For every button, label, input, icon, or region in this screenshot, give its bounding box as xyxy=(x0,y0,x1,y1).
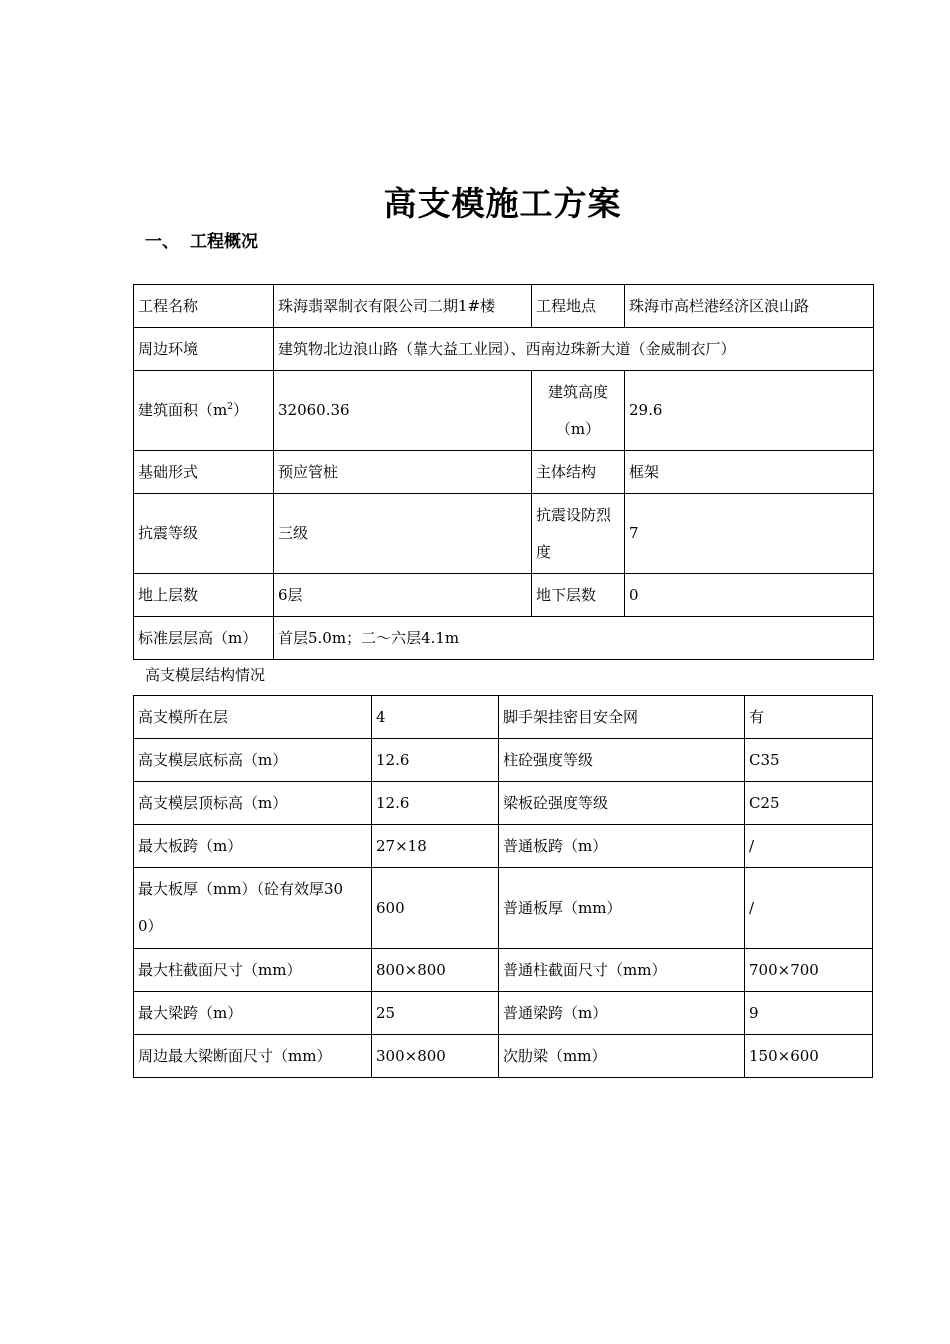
table-cell: 12.6 xyxy=(372,739,499,782)
cell-text: 抗震设防烈 xyxy=(536,505,612,524)
table-cell: 次肋梁（mm） xyxy=(499,1035,745,1078)
table-cell: 300×800 xyxy=(372,1035,499,1078)
document-title: 高支模施工方案 xyxy=(383,184,622,223)
table-cell xyxy=(134,371,274,451)
table-row xyxy=(134,494,874,574)
table-row xyxy=(134,992,873,1035)
cell-text: 建筑高度 xyxy=(547,382,608,401)
table-row xyxy=(134,1035,873,1078)
table-cell: 9 xyxy=(745,992,873,1035)
table-cell: 框架 xyxy=(625,451,874,494)
table-row xyxy=(134,696,873,739)
table-cell: 基础形式 xyxy=(134,451,274,494)
table-cell: 6层 xyxy=(274,574,532,617)
table-cell: 普通梁跨（m） xyxy=(499,992,745,1035)
table-row xyxy=(134,782,873,825)
table-cell: 柱砼强度等级 xyxy=(499,739,745,782)
table-row xyxy=(134,739,873,782)
table-row xyxy=(134,451,874,494)
table-cell: 4 xyxy=(372,696,499,739)
table-cell: 建筑物北边浪山路（靠大益工业园）、西南边珠新大道（金威制衣厂） xyxy=(274,328,874,371)
table-cell: 0 xyxy=(625,574,874,617)
table-cell: 800×800 xyxy=(372,949,499,992)
table-cell: 抗震等级 xyxy=(134,494,274,574)
table-cell: 普通柱截面尺寸（mm） xyxy=(499,949,745,992)
table-cell: 普通板跨（m） xyxy=(499,825,745,868)
formwork-structure-table xyxy=(133,695,873,1078)
table-cell: 脚手架挂密目安全网 xyxy=(499,696,745,739)
table-cell: C35 xyxy=(745,739,873,782)
section-heading xyxy=(145,227,258,252)
table-cell: C25 xyxy=(745,782,873,825)
table-cell: 12.6 xyxy=(372,782,499,825)
table-cell: 7 xyxy=(625,494,874,574)
table-cell: 工程名称 xyxy=(134,285,274,328)
table-row xyxy=(134,328,874,371)
table-cell: 工程地点 xyxy=(532,285,625,328)
table-cell: 地下层数 xyxy=(532,574,625,617)
table-cell: / xyxy=(745,868,873,949)
cell-text: （m） xyxy=(555,419,601,438)
table-cell: 周边环境 xyxy=(134,328,274,371)
table-cell: 标准层层高（m） xyxy=(134,617,274,660)
superscript: 2 xyxy=(227,402,233,412)
table-row xyxy=(134,825,873,868)
cell-text: 建筑面积（m xyxy=(138,401,228,419)
table-cell: 首层5.0m；二～六层4.1m xyxy=(274,617,874,660)
section-number: 一、 xyxy=(145,232,179,252)
table-cell: 高支模层顶标高（m） xyxy=(134,782,372,825)
table-cell xyxy=(532,371,625,451)
table-cell: 主体结构 xyxy=(532,451,625,494)
table-cell: 最大板厚（mm）（砼有效厚300） xyxy=(134,868,372,949)
table-cell: 最大柱截面尺寸（mm） xyxy=(134,949,372,992)
project-overview-table xyxy=(133,284,874,660)
table-cell: 最大梁跨（m） xyxy=(134,992,372,1035)
table-cell: 三级 xyxy=(274,494,532,574)
table-row xyxy=(134,949,873,992)
cell-text: ） xyxy=(232,401,248,419)
table-cell: 32060.36 xyxy=(274,371,532,451)
table-cell: 普通板厚（mm） xyxy=(499,868,745,949)
table-cell: 150×600 xyxy=(745,1035,873,1078)
cell-text: 度 xyxy=(536,542,552,561)
table-cell: 预应管桩 xyxy=(274,451,532,494)
table-cell: 地上层数 xyxy=(134,574,274,617)
table-row xyxy=(134,617,874,660)
table-cell: 梁板砼强度等级 xyxy=(499,782,745,825)
table-row xyxy=(134,574,874,617)
table-cell: 高支模层底标高（m） xyxy=(134,739,372,782)
table-cell: 周边最大梁断面尺寸（mm） xyxy=(134,1035,372,1078)
table-cell xyxy=(532,494,625,574)
table-cell: 600 xyxy=(372,868,499,949)
table-caption: 高支模层结构情况 xyxy=(145,666,266,684)
table-cell: 25 xyxy=(372,992,499,1035)
table-row xyxy=(134,868,873,949)
table-row xyxy=(134,371,874,451)
table-cell: 最大板跨（m） xyxy=(134,825,372,868)
table-row xyxy=(134,285,874,328)
table-cell: 高支模所在层 xyxy=(134,696,372,739)
table-cell: 有 xyxy=(745,696,873,739)
table-cell: 珠海翡翠制衣有限公司二期1#楼 xyxy=(274,285,532,328)
table-cell: / xyxy=(745,825,873,868)
table-cell: 29.6 xyxy=(625,371,874,451)
table-cell: 珠海市高栏港经济区浪山路 xyxy=(625,285,874,328)
section-label: 工程概况 xyxy=(190,232,258,252)
table-cell: 700×700 xyxy=(745,949,873,992)
table-cell: 27×18 xyxy=(372,825,499,868)
